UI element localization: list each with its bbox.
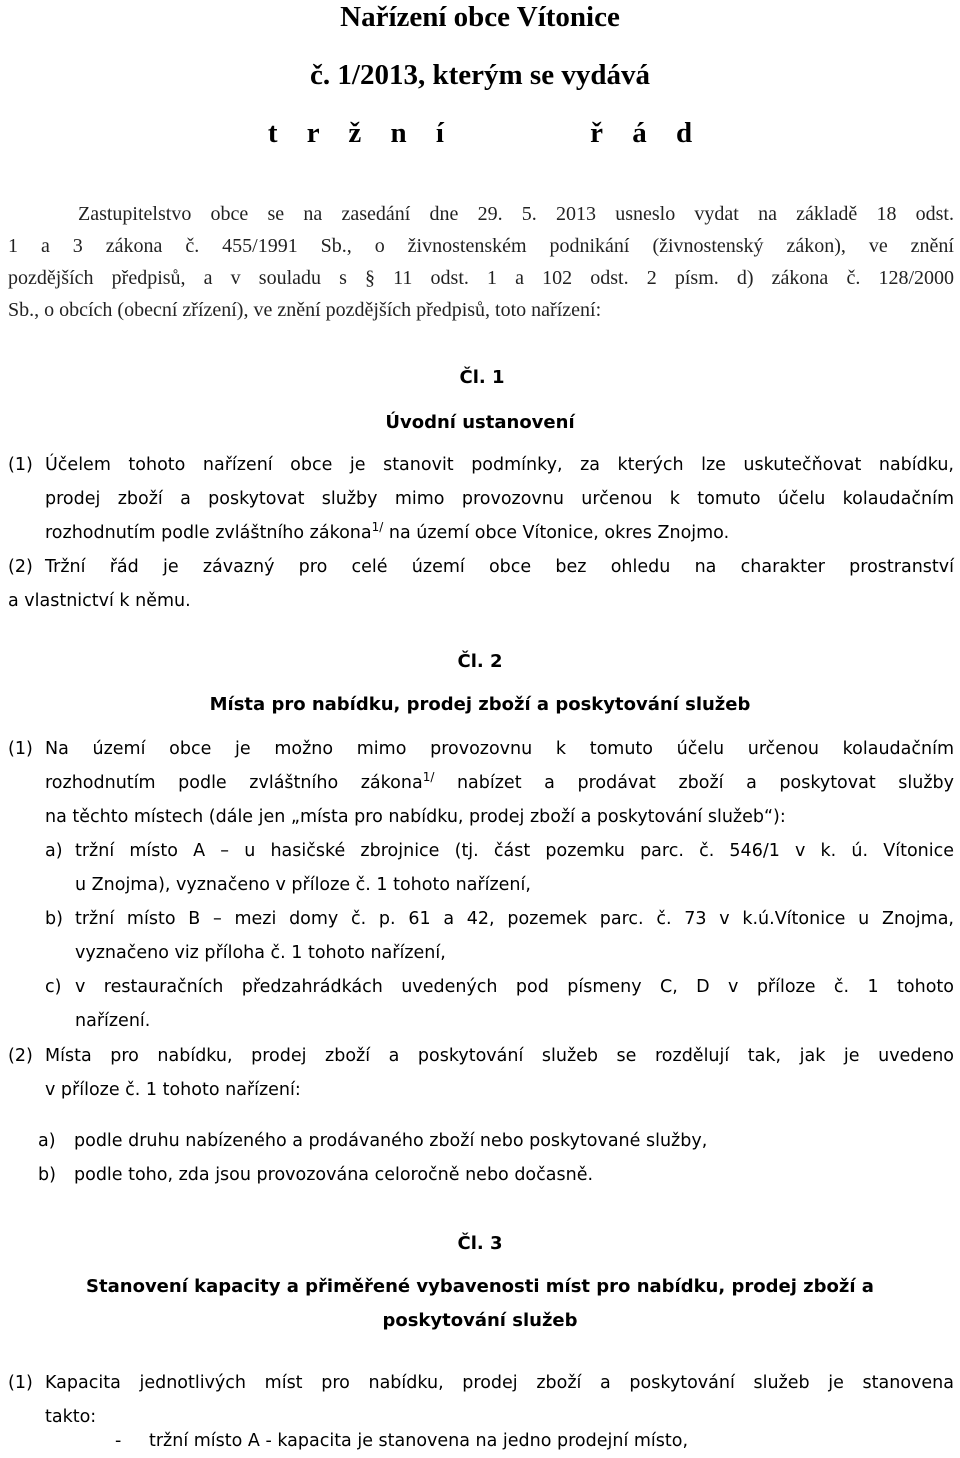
article-2-p1-line-2 (45, 766, 954, 800)
article-3-bullet-list (115, 1424, 954, 1458)
list-item-line-2: u Znojma), vyznačeno v příloze č. 1 tohoto nařízení, (75, 875, 531, 895)
paragraph-number: (1) (8, 1373, 33, 1393)
list-item-b (38, 1158, 954, 1192)
list-item-a (45, 834, 954, 902)
article-2-list-2 (38, 1124, 954, 1192)
article-2-number: Čl. 2 (457, 651, 503, 672)
article-3-heading-line-1: Stanovení kapacity a přiměřené vybavenosti míst pro nabídku, prodej zboží a (86, 1276, 874, 1297)
intro-line-4: Sb., o obcích (obecní zřízení), ve znění pozdějších předpisů, toto nařízení: (8, 299, 602, 321)
article-1-heading: Úvodní ustanovení (385, 412, 575, 433)
article-2-p1-line-3: na těchto místech (dále jen „místa pro nabídku, prodej zboží a poskytování služeb“): (45, 807, 786, 827)
article-2-p1-line-2-text: rozhodnutím podle zvláštního zákona (45, 773, 423, 793)
article-3-number: Čl. 3 (457, 1233, 503, 1254)
article-2-heading: Místa pro nabídku, prodej zboží a poskytování služeb (209, 694, 751, 715)
paragraph-number: (1) (8, 455, 33, 475)
bullet-item-text: tržní místo A - kapacita je stanovena na jedno prodejní místo, (149, 1431, 689, 1451)
footnote-ref: 1/ (371, 520, 384, 535)
list-item-a (38, 1124, 954, 1158)
list-item-line-1: v restauračních předzahrádkách uvedených pod písmeny C, D v příloze č. 1 tohoto (75, 977, 954, 997)
list-item-label: b) (38, 1165, 56, 1185)
article-2-list-1 (45, 834, 954, 1038)
article-2-paragraph-1 (8, 732, 954, 834)
article-1-p1-line-3-text: rozhodnutím podle zvláštního zákona (45, 523, 372, 543)
intro-line-1: Zastupitelstvo obce se na zasedání dne 29. 5. 2013 usneslo vydat na základě 18 odst. (78, 203, 954, 225)
article-3-p1-line-1: Kapacita jednotlivých míst pro nabídku, prodej zboží a poskytování služeb je stanovena (45, 1373, 954, 1393)
article-3-p1-line-2: takto: (45, 1407, 97, 1427)
list-item-c (45, 970, 954, 1038)
article-2-paragraph-2 (8, 1039, 954, 1107)
list-item-text: podle druhu nabízeného a prodávaného zboží nebo poskytované služby, (74, 1131, 708, 1151)
article-1-p2-line-1: Tržní řád je závazný pro celé území obce bez ohledu na charakter prostranství (45, 557, 954, 577)
article-1-p1-line-1: Účelem tohoto nařízení obce je stanovit podmínky, za kterých lze uskutečňovat nabídku, (45, 455, 954, 475)
article-1-p1-line-2: prodej zboží a poskytovat služby mimo provozovnu určenou k tomuto účelu kolaudačním (45, 489, 954, 509)
article-2-p1-line-1: Na území obce je možno mimo provozovnu k tomuto účelu určenou kolaudačním (45, 739, 954, 759)
article-2-p2-line-2: v příloze č. 1 tohoto nařízení: (45, 1080, 301, 1100)
list-item-line-2: vyznačeno viz příloha č. 1 tohoto nařízení, (75, 943, 446, 963)
bullet-marker: - (115, 1431, 122, 1451)
paragraph-number: (1) (8, 739, 33, 759)
list-item-line-1: tržní místo A – u hasičské zbrojnice (tj. část pozemku parc. č. 546/1 v k. ú. Vítonice (75, 841, 954, 861)
list-item-line-2: nařízení. (75, 1011, 151, 1031)
article-3-heading-line-2: poskytování služeb (382, 1310, 578, 1331)
paragraph-number: (2) (8, 557, 33, 577)
intro-paragraph (8, 230, 954, 326)
article-1-p1-line-3 (45, 516, 954, 550)
article-2-p2-line-1: Místa pro nabídku, prodej zboží a poskytování služeb se rozdělují tak, jak je uvedeno (45, 1046, 954, 1066)
list-item-label: b) (45, 909, 63, 929)
list-item-label: a) (38, 1131, 56, 1151)
title-word-trzni: t r ž n í (267, 117, 444, 149)
document-title: Nařízení obce Vítonice (340, 1, 620, 33)
article-1-paragraph-2 (8, 550, 954, 618)
article-1-number: Čl. 1 (459, 367, 505, 388)
list-item-line-1: tržní místo B – mezi domy č. p. 61 a 42, pozemek parc. č. 73 v k.ú.Vítonice u Znojma, (75, 909, 954, 929)
paragraph-number: (2) (8, 1046, 33, 1066)
intro-first-line (78, 198, 954, 230)
list-item-label: c) (45, 977, 62, 997)
list-item-b (45, 902, 954, 970)
article-1-paragraph-1 (8, 448, 954, 550)
article-1-p1-line-3-rest: na území obce Vítonice, okres Znojmo. (383, 523, 730, 543)
footnote-ref: 1/ (422, 770, 435, 785)
article-1-p2-line-2: a vlastnictví k němu. (8, 591, 191, 611)
article-2-p1-line-2-rest: nabízet a prodávat zboží a poskytovat služby (434, 773, 955, 793)
document-subtitle: č. 1/2013, kterým se vydává (310, 59, 650, 91)
intro-line-2: 1 a 3 zákona č. 455/1991 Sb., o živnostenském podnikání (živnostenský zákon), ve znění (8, 235, 954, 257)
title-word-rad: ř á d (590, 117, 693, 149)
list-item-text: podle toho, zda jsou provozována celoročně nebo dočasně. (74, 1165, 594, 1185)
document-subtitle-spaced (0, 116, 960, 150)
list-item-label: a) (45, 841, 63, 861)
intro-line-3: pozdějších předpisů, a v souladu s § 11 odst. 1 a 102 odst. 2 písm. d) zákona č. 128/2000 (8, 267, 954, 289)
